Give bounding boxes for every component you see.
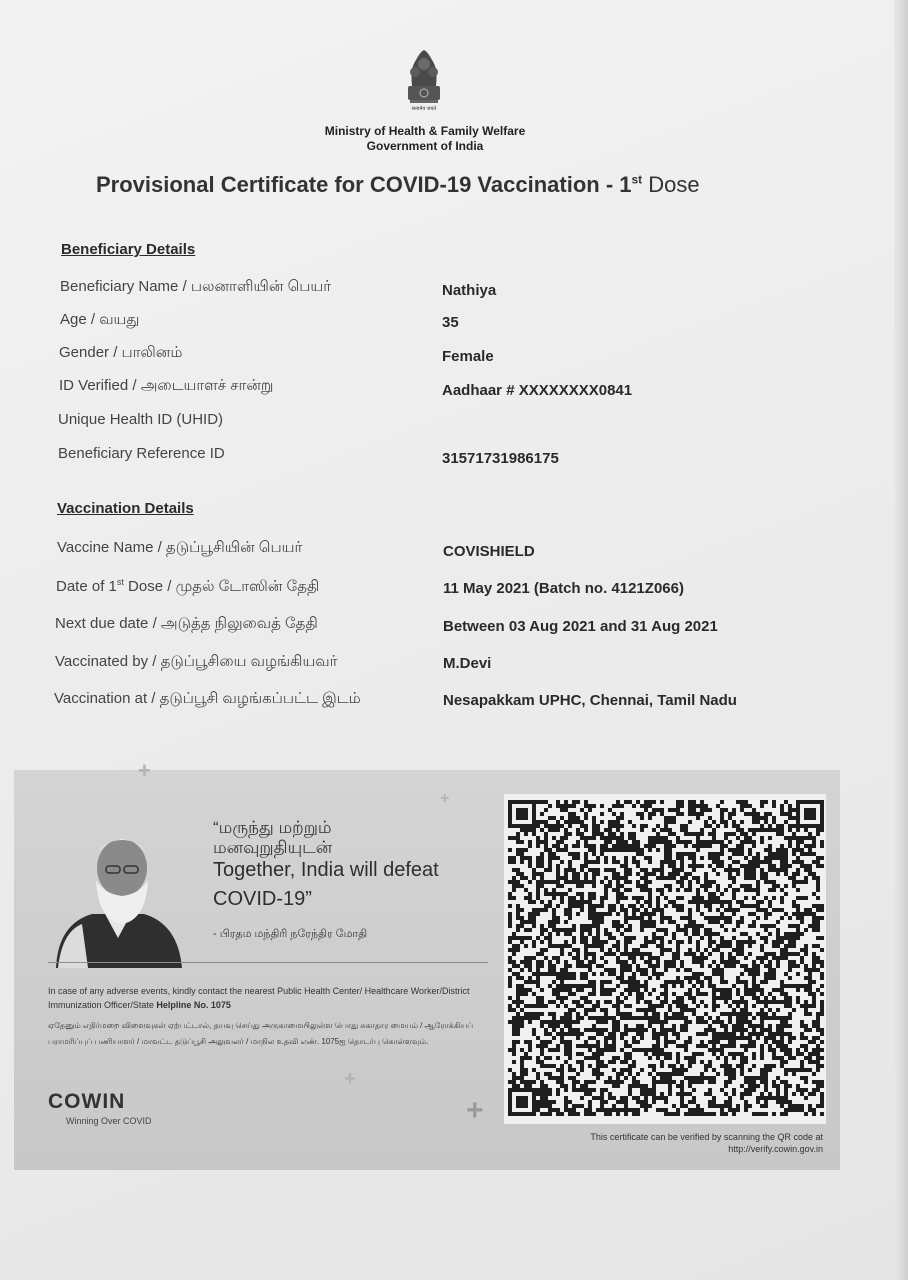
first-dose-label-post: Dose / முதல் டோஸின் தேதி [123, 578, 320, 595]
quote-tamil [213, 818, 332, 858]
first-dose-label [56, 577, 319, 597]
vaccine-name-label: Vaccine Name / தடுப்பூசியின் பெயர் [57, 539, 303, 556]
id-verified-value: Aadhaar # XXXXXXXX0841 [442, 382, 633, 399]
plus-decoration-icon: + [344, 1068, 356, 1090]
first-dose-label-pre: Date of 1 [56, 578, 117, 595]
verification-qr-code[interactable] [508, 800, 824, 1120]
emblem-motto: सत्यमेव जयते [411, 106, 437, 112]
qr-finder-pattern [796, 800, 824, 828]
government-name: Government of India [366, 139, 484, 153]
reference-id-label: Beneficiary Reference ID [58, 445, 225, 462]
qr-finder-pattern [508, 800, 536, 828]
plus-decoration-icon: + [466, 1094, 484, 1127]
title-dose: Dose [642, 172, 700, 197]
verification-url[interactable]: http://verify.cowin.gov.in [728, 1144, 823, 1154]
next-due-label: Next due date / அடுத்த நிலுவைத் தேதி [55, 615, 318, 632]
beneficiary-heading: Beneficiary Details [61, 241, 196, 258]
paper-edge [894, 0, 908, 1280]
contact-text: In case of any adverse events, kindly contact the nearest Public Health Center/ Healthcare Worker/District Immunization Officer/State [48, 986, 470, 1010]
quote-tamil-line1: “மருந்து மற்றும் [213, 818, 332, 837]
quote-tamil-line2: மனவுறுதியுடன் [213, 838, 333, 857]
helpline-number: Helpline No. 1075 [156, 1000, 231, 1010]
qr-finder-pattern [508, 1088, 536, 1116]
age-value: 35 [442, 314, 459, 331]
gender-value: Female [442, 348, 494, 365]
beneficiary-name-label: Beneficiary Name / பலனாளியின் பெயர் [60, 278, 332, 295]
vaccine-name-value: COVISHIELD [443, 543, 535, 560]
vaccinated-by-value: M.Devi [443, 655, 492, 672]
reference-id-value: 31571731986175 [442, 450, 559, 467]
beneficiary-name-value: Nathiya [442, 282, 497, 299]
title-main: Provisional Certificate for COVID-19 Vaccination - 1 [96, 172, 632, 197]
adverse-events-contact-tamil: ஏதேனும் எதிர்மறை விளைவுகள் ஏற்பட்டால், தயவு செய்து அருகாமையிலுள்ள பொது சுகாதார மையம் / ஆரோக்கியப் பராமரிப்புப் பணியாளர் / மாவட்ட தடுப்பூசி அலுவலர் / மாநில உதவி எண். 1075ஐ தொடர்பு கொள்ளவும். [48, 1021, 474, 1046]
title-sup: st [631, 172, 643, 187]
age-label: Age / வயது [60, 311, 140, 328]
banner-divider [48, 962, 488, 963]
cowin-tagline: Winning Over COVID [66, 1116, 152, 1126]
verification-text: This certificate can be verified by scanning the QR code at [590, 1132, 823, 1142]
first-dose-value: 11 May 2021 (Batch no. 4121Z066) [443, 580, 684, 597]
ministry-name: Ministry of Health & Family Welfare [324, 124, 526, 138]
qr-modules [508, 800, 824, 1116]
uhid-label: Unique Health ID (UHID) [58, 411, 224, 428]
first-dose-label-sup: st [116, 577, 124, 587]
portrait-image [48, 828, 188, 968]
cowin-logo: COWIN [48, 1090, 126, 1113]
gender-label: Gender / பாலினம் [59, 344, 183, 361]
id-verified-label: ID Verified / அடையாளச் சான்று [59, 377, 274, 394]
verification-note [520, 1131, 823, 1155]
next-due-value: Between 03 Aug 2021 and 31 Aug 2021 [443, 618, 718, 635]
quote-attribution: - பிரதம மந்திரி நரேந்திர மோதி [213, 928, 368, 940]
vaccinated-at-value: Nesapakkam UPHC, Chennai, Tamil Nadu [443, 692, 737, 709]
vaccinated-at-label: Vaccination at / தடுப்பூசி வழங்கப்பட்ட இடம் [54, 690, 361, 707]
ministry-heading [280, 124, 570, 154]
vaccinated-by-label: Vaccinated by / தடுப்பூசியை வழங்கியவர் [55, 653, 338, 670]
vaccination-heading: Vaccination Details [57, 500, 194, 517]
quote-english: Together, India will defeat COVID-19” [213, 859, 439, 910]
plus-decoration-icon: + [138, 758, 151, 783]
adverse-events-contact [48, 984, 478, 1012]
certificate-title [96, 172, 700, 198]
plus-decoration-icon: + [440, 790, 450, 807]
national-emblem-icon [402, 46, 446, 112]
